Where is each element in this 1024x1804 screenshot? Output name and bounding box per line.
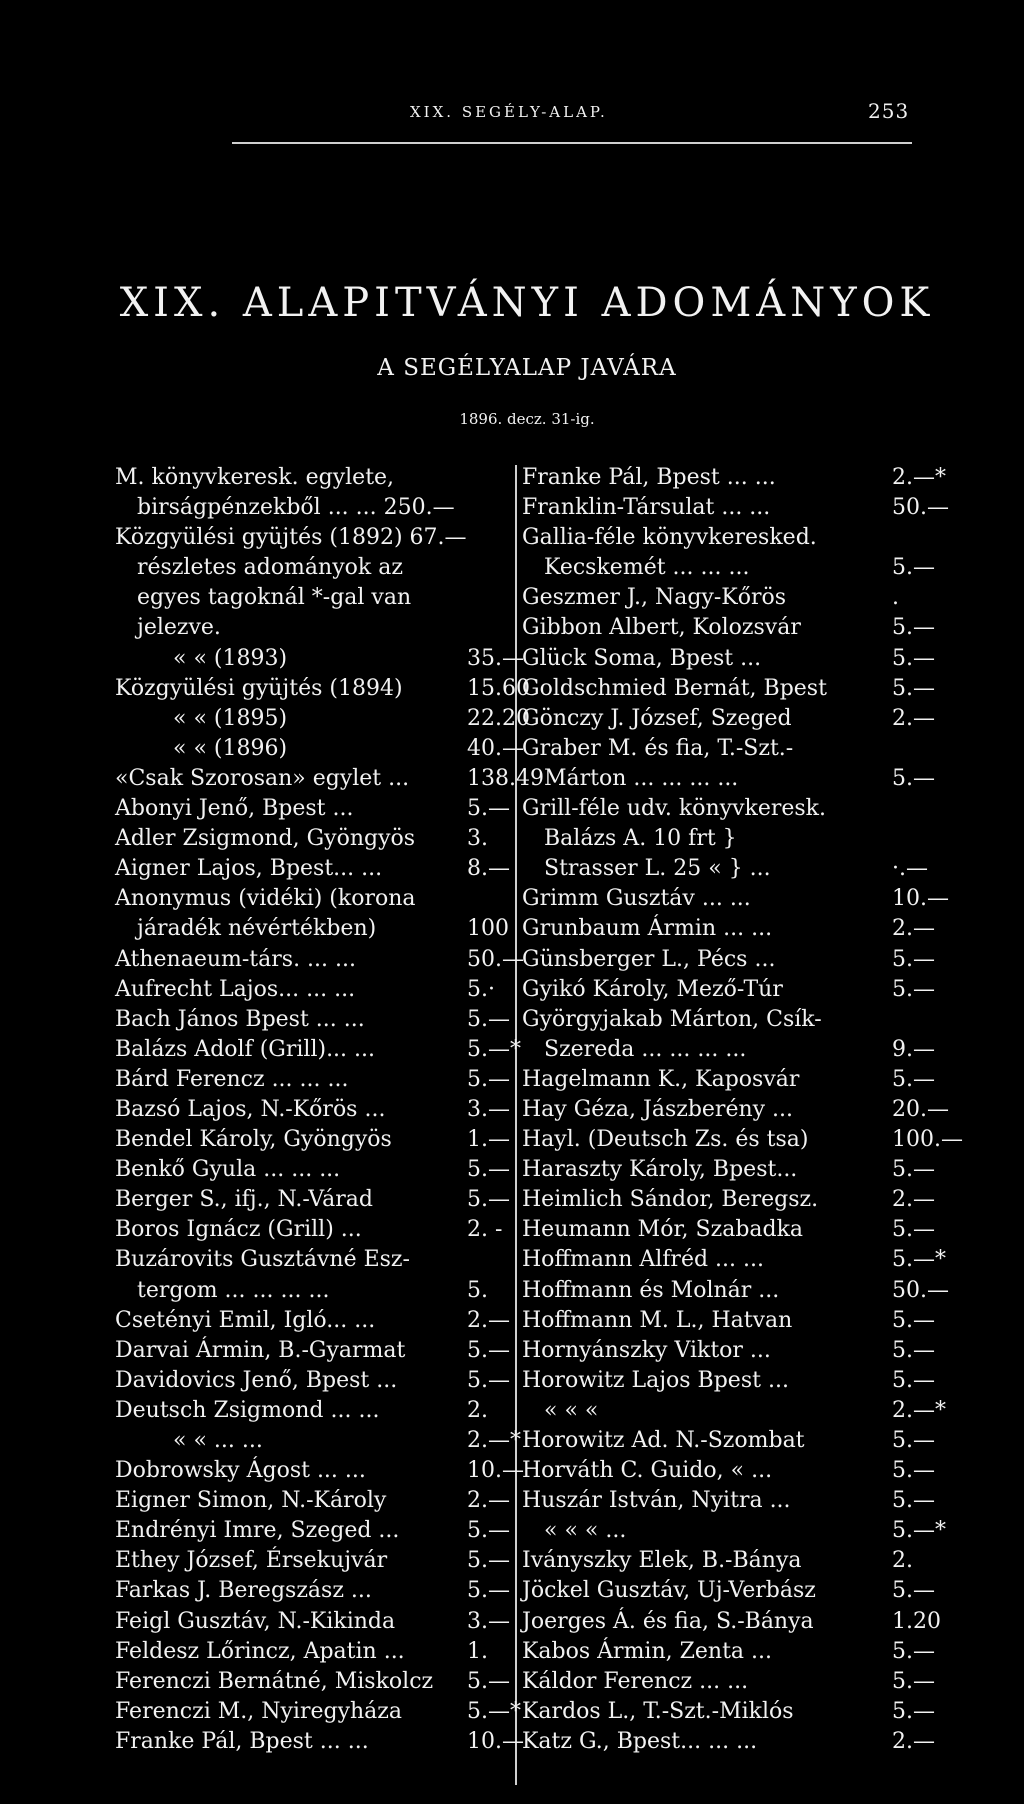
entry-name: Aufrecht Lajos... ... ... <box>115 976 356 1002</box>
list-item <box>522 1306 952 1336</box>
entry-amount: 138.49 <box>467 765 544 791</box>
list-item <box>522 1276 952 1306</box>
entry-amount: 5.— <box>467 1066 510 1092</box>
entry-name: jelezve. <box>137 615 221 641</box>
entry-name: tergom ... ... ... ... <box>137 1277 330 1303</box>
entry-name: Feldesz Lőrincz, Apatin ... <box>115 1638 405 1664</box>
entry-amount: 10.— <box>467 1458 524 1484</box>
entry-name: Hay Géza, Jászberény ... <box>522 1096 794 1122</box>
list-item <box>522 1396 952 1426</box>
right-column <box>522 463 963 1757</box>
entry-amount: 2. - <box>467 1217 503 1243</box>
entry-name: Franke Pál, Bpest ... ... <box>522 465 776 490</box>
entry-amount: 5.— <box>892 1307 935 1333</box>
entry-amount: 5.— <box>467 796 510 822</box>
list-item <box>115 704 530 734</box>
entry-name: Darvai Ármin, B.-Gyarmat <box>115 1337 406 1363</box>
entry-name: Haraszty Károly, Bpest... <box>522 1157 798 1183</box>
entry-amount: 3. <box>467 826 488 852</box>
list-item <box>115 1035 521 1065</box>
header-rule <box>232 142 912 144</box>
entry-amount: 5.— <box>467 1006 510 1032</box>
list-item <box>115 1095 510 1125</box>
entry-name: « « (1895) <box>173 705 288 731</box>
entry-amount: 5.— <box>892 1668 935 1694</box>
entry-name: Anonymus (vidéki) (korona <box>115 886 416 912</box>
list-item <box>115 553 510 583</box>
entry-name: Heumann Mór, Szabadka <box>522 1217 804 1243</box>
entry-amount: 5.— <box>892 675 935 701</box>
entry-amount: 50.— <box>467 946 524 972</box>
entry-amount: 5.— <box>892 1698 935 1724</box>
list-item <box>115 1456 524 1486</box>
entry-name: Aigner Lajos, Bpest... ... <box>115 856 383 882</box>
list-item <box>522 1366 952 1396</box>
entry-name: « « ... ... <box>173 1428 263 1453</box>
entry-name: Boros Ignácz (Grill) ... <box>115 1217 362 1243</box>
list-item <box>115 854 510 884</box>
entry-name: « « (1893) <box>173 645 288 671</box>
entry-amount: 5.— <box>467 1518 510 1544</box>
entry-amount: 5.— <box>892 1638 935 1664</box>
entry-amount: 5.— <box>467 1367 510 1393</box>
entry-name: Csetényi Emil, Igló... ... <box>115 1307 376 1333</box>
list-item <box>522 1516 952 1546</box>
entry-name: Horváth C. Guido, « ... <box>522 1458 773 1484</box>
entry-name: « « « <box>544 1397 599 1423</box>
entry-name: Iványszky Elek, B.-Bánya <box>522 1548 802 1574</box>
list-item <box>522 1667 952 1697</box>
entry-amount: 5.— <box>892 555 935 581</box>
list-item <box>115 674 530 704</box>
list-item <box>522 493 952 523</box>
entry-name: Közgyülési gyüjtés (1892) 67.— <box>115 525 467 551</box>
entry-name: « « (1896) <box>173 735 288 761</box>
entry-name: Bach János Bpest ... ... <box>115 1006 365 1032</box>
entry-name: Horowitz Ad. N.-Szombat <box>522 1428 805 1453</box>
list-item <box>522 1095 952 1125</box>
entry-amount: 2.—* <box>892 465 946 490</box>
list-item <box>522 1245 952 1275</box>
list-item <box>522 1576 952 1606</box>
entry-name: Bazsó Lajos, N.-Kőrös ... <box>115 1096 386 1122</box>
entry-name: járadék névértékben) <box>137 916 377 942</box>
entry-amount: 5.— <box>892 1066 935 1092</box>
date-line: 1896. decz. 31-ig. <box>459 410 595 428</box>
entry-amount: 35.— <box>467 645 524 671</box>
list-item <box>522 553 952 583</box>
entry-amount: 5.— <box>467 1187 510 1213</box>
list-item <box>115 1486 510 1516</box>
entry-amount: 5.— <box>467 1578 510 1604</box>
entry-name: Kardos L., T.-Szt.-Miklós <box>522 1698 794 1724</box>
list-item <box>115 1426 521 1456</box>
entry-name: Kecskemét ... ... ... <box>544 555 750 581</box>
list-item <box>115 1727 524 1757</box>
entry-amount: 5.· <box>467 976 495 1002</box>
entry-amount: 2.— <box>467 1307 510 1333</box>
list-item <box>522 583 952 613</box>
list-item <box>115 493 510 523</box>
entry-name: Geszmer J., Nagy-Kőrös <box>522 585 786 611</box>
list-item <box>115 1697 521 1727</box>
entry-amount: 5.— <box>892 1428 935 1453</box>
entry-name: Balázs A. 10 frt } <box>544 826 737 852</box>
entry-name: Franklin-Társulat ... ... <box>522 495 771 521</box>
entry-name: Kabos Ármin, Zenta ... <box>522 1638 773 1664</box>
entry-amount: 5.— <box>892 1157 935 1183</box>
entry-name: Strasser L. 25 « } ... <box>544 856 771 882</box>
entry-name: Katz G., Bpest... ... ... <box>522 1728 758 1754</box>
entry-amount: 20.— <box>892 1096 949 1122</box>
list-item <box>522 824 952 854</box>
entry-name: Eigner Simon, N.-Károly <box>115 1488 387 1514</box>
running-title: XIX. SEGÉLY-ALAP. <box>410 103 608 121</box>
entry-amount: 2.— <box>892 705 935 731</box>
list-item <box>522 884 952 914</box>
list-item <box>115 794 510 824</box>
entry-name: Berger S., ifj., N.-Várad <box>115 1187 373 1213</box>
entry-name: Hagelmann K., Kaposvár <box>522 1066 800 1092</box>
list-item <box>115 975 510 1005</box>
list-item <box>115 945 524 975</box>
entry-name: Bendel Károly, Gyöngyös <box>115 1127 392 1153</box>
entry-name: Bárd Ferencz ... ... ... <box>115 1066 349 1092</box>
entry-amount: 50.— <box>892 1277 949 1303</box>
entry-name: Horowitz Lajos Bpest ... <box>522 1367 789 1393</box>
entry-amount: 5.— <box>892 765 935 791</box>
entry-amount: 5.—* <box>467 1036 521 1062</box>
entry-amount: 3.— <box>467 1608 510 1634</box>
list-item <box>115 1637 510 1667</box>
entry-amount: . <box>892 585 899 611</box>
entry-amount: 5.— <box>467 1548 510 1574</box>
entry-amount: 22.20 <box>467 705 530 731</box>
list-item <box>115 764 544 794</box>
entry-name: részletes adományok az <box>137 555 403 581</box>
list-item <box>115 1546 510 1576</box>
list-item <box>115 1245 510 1275</box>
list-item <box>115 523 510 553</box>
entry-amount: 5.— <box>892 1488 935 1514</box>
entry-amount: 8.— <box>467 856 510 882</box>
list-item <box>115 1276 510 1306</box>
entry-name: Heimlich Sándor, Beregsz. <box>522 1187 819 1213</box>
list-item <box>522 1155 952 1185</box>
section-title: XIX. ALAPITVÁNYI ADOMÁNYOK <box>119 280 935 326</box>
entry-amount: 5. <box>467 1277 488 1303</box>
list-item <box>115 1005 510 1035</box>
entry-name: Abonyi Jenő, Bpest ... <box>115 796 354 822</box>
list-item <box>115 1576 510 1606</box>
entry-name: Hoffmann Alfréd ... ... <box>522 1247 764 1273</box>
list-item <box>522 644 952 674</box>
list-item <box>522 523 952 553</box>
entry-name: Athenaeum-társ. ... ... <box>115 946 357 972</box>
entry-amount: 2.— <box>892 1728 935 1754</box>
entry-name: Káldor Ferencz ... ... <box>522 1668 749 1694</box>
entry-amount: 5.— <box>892 1367 935 1393</box>
entry-amount: 10.— <box>467 1728 524 1754</box>
list-item <box>522 463 952 493</box>
list-item <box>522 1005 952 1035</box>
list-item <box>522 1125 963 1155</box>
entry-amount: 2.—* <box>892 1397 946 1423</box>
entry-amount: 5.— <box>892 1458 935 1484</box>
entry-name: Dobrowsky Ágost ... ... <box>115 1458 366 1484</box>
entry-amount: 5.—* <box>467 1698 521 1724</box>
list-item <box>522 1065 952 1095</box>
list-item <box>522 1697 952 1727</box>
list-item <box>522 1727 952 1757</box>
entry-amount: 3.— <box>467 1096 510 1122</box>
entry-name: Joerges Á. és fia, S.-Bánya <box>522 1608 814 1634</box>
entry-amount: 10.— <box>892 886 949 912</box>
entry-amount: 100.— <box>892 1127 963 1153</box>
entry-amount: 5.— <box>467 1337 510 1363</box>
entry-amount: 2. <box>892 1548 913 1574</box>
entry-name: Benkő Gyula ... ... ... <box>115 1157 341 1183</box>
entry-name: Gibbon Albert, Kolozsvár <box>522 615 801 641</box>
list-item <box>522 1336 952 1366</box>
list-item <box>115 914 510 944</box>
entry-name: Günsberger L., Pécs ... <box>522 946 776 972</box>
entry-amount: 5.—* <box>892 1247 946 1273</box>
list-item <box>115 1185 510 1215</box>
entry-amount: 50.— <box>892 495 949 521</box>
entry-name: Közgyülési gyüjtés (1894) <box>115 675 403 701</box>
entry-name: Balázs Adolf (Grill)... ... <box>115 1036 376 1062</box>
entry-amount: 15.60 <box>467 675 530 701</box>
list-item <box>522 1546 952 1576</box>
entry-name: Gallia-féle könyvkeresked. <box>522 525 817 551</box>
list-item <box>522 613 952 643</box>
list-item <box>522 1426 952 1456</box>
entry-amount: 2.— <box>467 1488 510 1514</box>
entry-name: birságpénzekből ... ... 250.— <box>137 495 455 521</box>
entry-name: Ferenczi M., Nyiregyháza <box>115 1698 402 1724</box>
list-item <box>522 914 952 944</box>
list-item <box>522 1637 952 1667</box>
entry-amount: 2.—* <box>467 1428 521 1453</box>
list-item <box>115 1336 510 1366</box>
entry-name: Gönczy J. József, Szeged <box>522 705 792 731</box>
entry-name: Jöckel Gusztáv, Uj-Verbász <box>522 1578 816 1604</box>
list-item <box>522 1607 952 1637</box>
list-item <box>115 1065 510 1095</box>
list-item <box>115 1215 510 1245</box>
list-item <box>115 613 510 643</box>
list-item <box>115 1366 510 1396</box>
entry-amount: 100 <box>467 916 509 942</box>
entry-name: Hornyánszky Viktor ... <box>522 1337 771 1363</box>
entry-name: Glück Soma, Bpest ... <box>522 645 762 671</box>
entry-name: Györgyjakab Márton, Csík- <box>522 1006 822 1032</box>
entry-name: Grunbaum Ármin ... ... <box>522 916 773 942</box>
section-subtitle: A SEGÉLYALAP JAVÁRA <box>377 355 677 381</box>
entry-name: Adler Zsigmond, Gyöngyös <box>115 826 416 852</box>
entry-amount: ·.— <box>892 856 928 882</box>
entry-amount: 9.— <box>892 1036 935 1062</box>
list-item <box>522 1035 952 1065</box>
entry-name: Davidovics Jenő, Bpest ... <box>115 1367 398 1393</box>
entry-amount: 5.— <box>892 645 935 671</box>
left-column <box>115 463 544 1757</box>
entry-name: «Csak Szorosan» egylet ... <box>115 765 410 791</box>
entry-name: « « « ... <box>544 1518 627 1544</box>
entry-amount: 1.20 <box>892 1608 941 1634</box>
entry-name: Farkas J. Beregszász ... <box>115 1578 372 1604</box>
entry-name: Hayl. (Deutsch Zs. és tsa) <box>522 1127 809 1153</box>
entry-name: Gyikó Károly, Mező-Túr <box>522 976 783 1002</box>
list-item <box>115 1607 510 1637</box>
entry-amount: 1.— <box>467 1127 510 1153</box>
entry-amount: 5.—* <box>892 1518 946 1544</box>
entry-amount: 2. <box>467 1397 488 1423</box>
entry-amount: 5.— <box>892 615 935 641</box>
list-item <box>115 463 510 493</box>
list-item <box>522 1215 952 1245</box>
entry-name: Buzárovits Gusztávné Esz- <box>115 1247 410 1273</box>
list-item <box>115 1667 510 1697</box>
entry-name: Graber M. és fia, T.-Szt.- <box>522 735 794 761</box>
list-item <box>522 674 952 704</box>
entry-amount: 2.— <box>892 1187 935 1213</box>
list-item <box>115 1155 510 1185</box>
entry-name: Feigl Gusztáv, N.-Kikinda <box>115 1608 396 1634</box>
list-item <box>522 975 952 1005</box>
entry-name: Hoffmann M. L., Hatvan <box>522 1307 793 1333</box>
list-item <box>115 824 510 854</box>
entry-amount: 2.— <box>892 916 935 942</box>
list-item <box>522 945 952 975</box>
entry-name: Hoffmann és Molnár ... <box>522 1277 780 1303</box>
list-item <box>115 884 510 914</box>
list-item <box>522 794 952 824</box>
entry-amount: 5.— <box>892 946 935 972</box>
list-item <box>522 734 952 764</box>
list-item <box>115 644 524 674</box>
list-item <box>522 764 952 794</box>
entry-name: Szereda ... ... ... ... <box>544 1036 747 1062</box>
entry-name: Huszár István, Nyitra ... <box>522 1488 791 1514</box>
entry-amount: 5.— <box>892 1217 935 1243</box>
list-item <box>115 1125 510 1155</box>
entry-name: Márton ... ... ... ... <box>544 765 739 791</box>
list-item <box>115 1396 510 1426</box>
entry-name: Goldschmied Bernát, Bpest <box>522 675 827 701</box>
entry-name: Franke Pál, Bpest ... ... <box>115 1728 369 1754</box>
list-item <box>522 854 952 884</box>
list-item <box>522 1486 952 1516</box>
page-number: 253 <box>868 99 910 123</box>
entry-name: egyes tagoknál *-gal van <box>137 585 412 611</box>
entry-amount: 5.— <box>467 1157 510 1183</box>
list-item <box>115 1516 510 1546</box>
entry-name: Deutsch Zsigmond ... ... <box>115 1397 380 1423</box>
entry-name: Grimm Gusztáv ... ... <box>522 886 751 912</box>
list-item <box>115 583 510 613</box>
entry-name: Ferenczi Bernátné, Miskolcz <box>115 1668 434 1694</box>
list-item <box>522 1456 952 1486</box>
entry-amount: 5.— <box>892 1337 935 1363</box>
list-item <box>115 734 524 764</box>
entry-amount: 5.— <box>892 976 935 1002</box>
list-item <box>522 704 952 734</box>
entry-amount: 5.— <box>467 1668 510 1694</box>
entry-name: Endrényi Imre, Szeged ... <box>115 1518 400 1544</box>
entry-name: M. könyvkeresk. egylete, <box>115 465 395 490</box>
entry-name: Grill-féle udv. könyvkeresk. <box>522 796 827 822</box>
entry-name: Ethey József, Érsekujvár <box>115 1548 388 1574</box>
list-item <box>115 1306 510 1336</box>
entry-amount: 1. <box>467 1638 488 1664</box>
entry-amount: 5.— <box>892 1578 935 1604</box>
list-item <box>522 1185 952 1215</box>
entry-amount: 40.— <box>467 735 524 761</box>
